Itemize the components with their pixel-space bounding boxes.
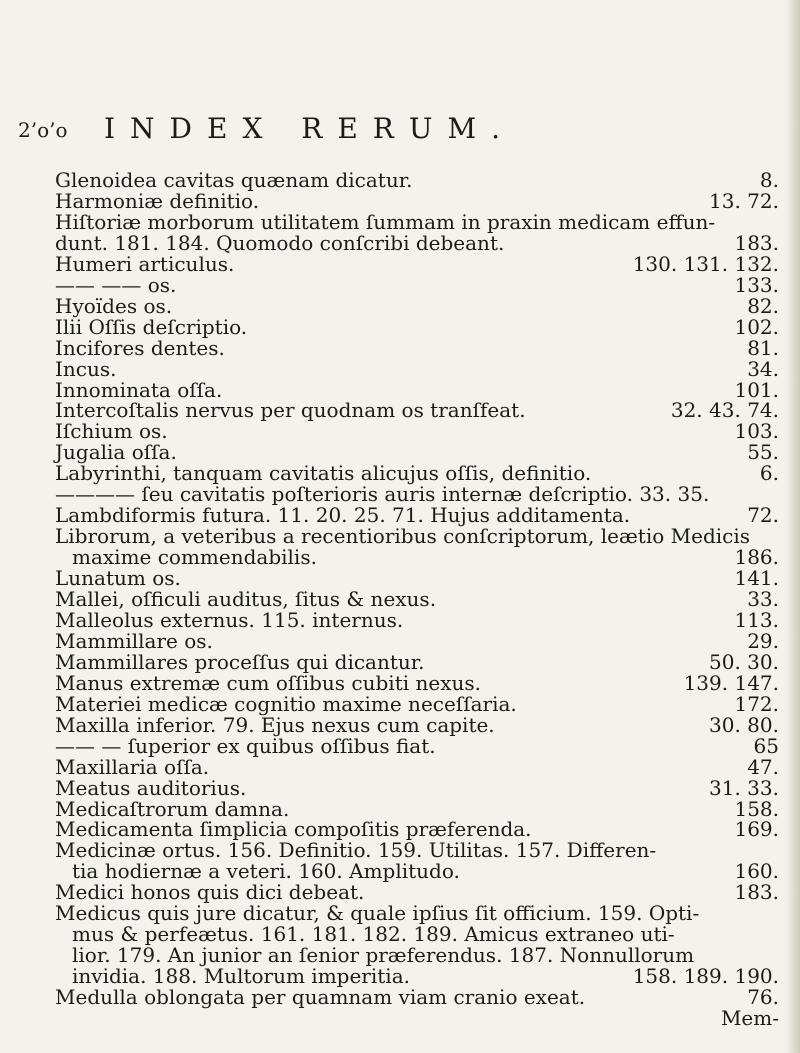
entry-text: Incifores dentes. xyxy=(55,335,225,360)
entry-text: Maxilla inferior. 79. Ejus nexus cum capite. xyxy=(55,712,495,737)
entry-text: Medulla oblongata per quamnam viam cranio exeat. xyxy=(55,985,586,1010)
entry-page-refs: 72. xyxy=(747,503,779,528)
entry-text: Mallei, oſficuli auditus, ſitus & nexus. xyxy=(55,587,437,611)
entry-text: Incus. xyxy=(55,356,117,381)
entry-text: Harmoniæ definitio. xyxy=(55,188,260,213)
entry-page-refs: 139. 147. xyxy=(683,670,779,695)
entry-text: Librorum, a veteribus a recentioribus conſcriptorum, leætio Medicis xyxy=(55,524,751,549)
entry-text: Iſchium os. xyxy=(55,419,168,444)
entry-page-refs: 183. xyxy=(734,230,779,255)
entry-page-refs: 133. xyxy=(734,272,779,297)
entry-page-refs: 6. xyxy=(759,461,779,486)
entry-text: —— — ſuperior ex quibus oſſibus fiat. xyxy=(55,733,436,758)
entry-text: Jugalia oſſa. xyxy=(55,440,177,465)
entry-page-refs: 158. xyxy=(734,796,779,821)
entry-page-refs: Mem- xyxy=(720,1006,779,1030)
entry-text: Humeri articulus. xyxy=(55,251,235,276)
page-number: 2’o’o xyxy=(18,118,68,142)
entry-text: Hyoïdes os. xyxy=(55,293,173,318)
entry-text: Maxillaria oſſa. xyxy=(55,754,210,779)
page-edge-shadow xyxy=(786,0,800,1053)
entry-page-refs: 29. xyxy=(747,628,779,653)
running-title: INDEX RERUM. xyxy=(104,112,516,145)
entry-text: Meatus auditorius. xyxy=(55,775,247,800)
entry-page-refs: 34. xyxy=(747,356,779,381)
entry-page-refs: 102. xyxy=(734,314,779,339)
entry-text: Manus extremæ cum oſſibus cubiti nexus. xyxy=(55,670,481,695)
entry-page-refs: 65 xyxy=(753,733,779,758)
page-header xyxy=(18,112,778,152)
entry-text: —— —— os. xyxy=(55,272,177,297)
entry-page-refs: 82. xyxy=(747,293,779,318)
entry-page-refs: 183. xyxy=(734,880,779,905)
entry-text: Hiſtoriæ morborum utilitatem ſummam in praxin medicam effun- xyxy=(55,209,716,234)
entry-text: Mammillare os. xyxy=(55,628,213,653)
entry-text: invidia. 188. Multorum imperitia. xyxy=(72,964,410,989)
entry-text: Ilii Oſſis deſcriptio. xyxy=(55,314,248,339)
entry-page-refs: 172. xyxy=(734,691,779,716)
entry-text: Innominata oſſa. xyxy=(55,377,223,402)
entry-page-refs: 31. 33. xyxy=(709,775,779,800)
entry-page-refs: 33. xyxy=(747,587,779,611)
entry-text: Malleolus externus. 115. internus. xyxy=(55,607,404,632)
entry-text: Medicaſtrorum damna. xyxy=(55,796,290,821)
entry-page-refs: 47. xyxy=(747,754,779,779)
entry-text: Lunatum os. xyxy=(55,566,181,591)
entry-text: lior. 179. An junior an ſenior præferendus. 187. Nonnullorum xyxy=(72,943,695,968)
entry-page-refs: 8. xyxy=(759,168,779,192)
entry-page-refs: 130. 131. 132. xyxy=(632,251,779,276)
entry-page-refs: 13. 72. xyxy=(709,188,779,213)
entry-page-refs: 103. xyxy=(734,419,779,444)
entry-text: Medicus quis jure dicatur, & quale ipſius ſit officium. 159. Opti- xyxy=(55,901,700,926)
entry-text: Medicinæ ortus. 156. Definitio. 159. Utilitas. 157. Differen- xyxy=(55,838,657,863)
entry-text: Mammillares proceſſus qui dicantur. xyxy=(55,649,425,674)
entry-page-refs: 55. xyxy=(747,440,779,465)
index-entry xyxy=(0,1004,800,1032)
entry-text: Glenoidea cavitas quænam dicatur. xyxy=(55,168,413,192)
entry-page-refs: 160. xyxy=(734,859,779,884)
entry-page-refs: 81. xyxy=(747,335,779,360)
entry-text: ———— ſeu cavitatis poſterioris auris internæ deſcriptio. 33. 35. xyxy=(55,482,710,507)
entry-page-refs: 158. 189. 190. xyxy=(632,964,779,989)
entry-page-refs: 50. 30. xyxy=(709,649,779,674)
entry-text: Medici honos quis dici debeat. xyxy=(55,880,365,905)
entry-text: maxime commendabilis. xyxy=(72,545,317,570)
entry-text: mus & perfeætus. 161. 181. 182. 189. Amicus extraneo uti- xyxy=(72,922,675,947)
entry-page-refs: 30. 80. xyxy=(709,712,779,737)
entry-page-refs: 141. xyxy=(734,566,779,591)
entry-text: tia hodiernæ a veteri. 160. Amplitudo. xyxy=(72,859,460,884)
entry-page-refs: 76. xyxy=(747,985,779,1010)
entry-text: Medicamenta ſimplicia compoſitis præferenda. xyxy=(55,817,532,842)
entry-page-refs: 101. xyxy=(734,377,779,402)
entry-text: Lambdiformis futura. 11. 20. 25. 71. Hujus additamenta. xyxy=(55,503,631,528)
entry-text: dunt. 181. 184. Quomodo conſcribi debeant. xyxy=(55,230,505,255)
entry-text: Intercoſtalis nervus per quodnam os tranſfeat. xyxy=(55,398,526,423)
entry-page-refs: 186. xyxy=(734,545,779,570)
entry-text: Labyrinthi, tanquam cavitatis alicujus oſſis, definitio. xyxy=(55,461,592,486)
entry-page-refs: 169. xyxy=(734,817,779,842)
entry-text: Materiei medicæ cognitio maxime neceſſaria. xyxy=(55,691,517,716)
entry-page-refs: 113. xyxy=(734,607,779,632)
entry-page-refs: 32. 43. 74. xyxy=(670,398,779,423)
